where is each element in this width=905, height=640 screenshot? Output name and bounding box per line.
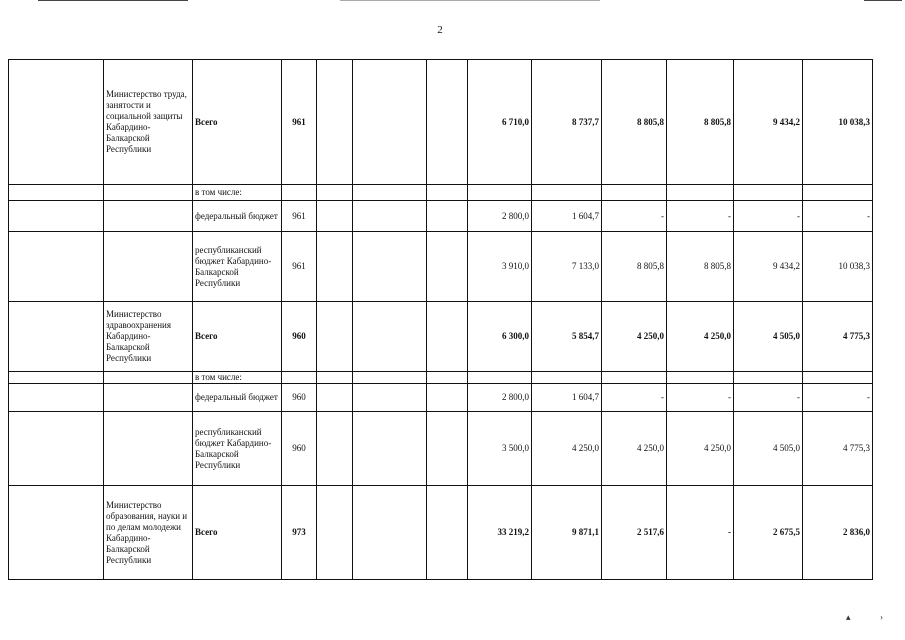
amount-cell-v1: 33 219,2 bbox=[468, 486, 532, 580]
funding-source-cell: Всего bbox=[193, 486, 282, 580]
amount-cell-v5: - bbox=[734, 384, 803, 412]
amount-cell-v1: 6 710,0 bbox=[468, 60, 532, 185]
organization-cell bbox=[104, 412, 193, 486]
funding-source-cell: Всего bbox=[193, 302, 282, 372]
target-article-cell bbox=[353, 60, 427, 185]
table-row bbox=[9, 372, 873, 384]
amount-cell-v1: 3 500,0 bbox=[468, 412, 532, 486]
organization-cell bbox=[104, 201, 193, 232]
amount-cell-v2: 7 133,0 bbox=[532, 232, 602, 302]
amount-cell-v2: 1 604,7 bbox=[532, 201, 602, 232]
scan-mark: ▴ bbox=[846, 612, 851, 622]
organization-cell: Министерство здравоохранения Кабардино-Балкарской Республики bbox=[104, 302, 193, 372]
table-row bbox=[9, 486, 873, 580]
amount-cell-v3: 8 805,8 bbox=[602, 60, 667, 185]
organization-cell: Министерство образования, науки и по делам молодежи Кабардино-Балкарской Республики bbox=[104, 486, 193, 580]
table-row bbox=[9, 412, 873, 486]
amount-cell-v1: 2 800,0 bbox=[468, 201, 532, 232]
margin-cell bbox=[9, 185, 104, 201]
budget-code-cell: 961 bbox=[282, 60, 317, 185]
amount-cell-v4: 8 805,8 bbox=[667, 60, 734, 185]
expense-type-cell bbox=[427, 232, 468, 302]
section-cell bbox=[317, 384, 353, 412]
target-article-cell bbox=[353, 412, 427, 486]
table-row bbox=[9, 384, 873, 412]
target-article-cell bbox=[353, 232, 427, 302]
scan-artifact-line bbox=[38, 0, 188, 1]
amount-cell-v6: 10 038,3 bbox=[803, 232, 873, 302]
amount-cell-v1: 2 800,0 bbox=[468, 384, 532, 412]
margin-cell bbox=[9, 384, 104, 412]
section-cell bbox=[317, 185, 353, 201]
amount-cell-v3 bbox=[602, 185, 667, 201]
table-body bbox=[9, 60, 873, 580]
table-row bbox=[9, 302, 873, 372]
section-cell bbox=[317, 60, 353, 185]
section-cell bbox=[317, 372, 353, 384]
target-article-cell bbox=[353, 372, 427, 384]
amount-cell-v4: 4 250,0 bbox=[667, 302, 734, 372]
amount-cell-v3: 8 805,8 bbox=[602, 232, 667, 302]
scan-artifact-line bbox=[340, 0, 600, 1]
amount-cell-v6: 4 775,3 bbox=[803, 412, 873, 486]
table-row bbox=[9, 232, 873, 302]
funding-source-cell: федеральный бюджет bbox=[193, 201, 282, 232]
expense-type-cell bbox=[427, 60, 468, 185]
organization-cell bbox=[104, 185, 193, 201]
amount-cell-v4: - bbox=[667, 384, 734, 412]
amount-cell-v3: 4 250,0 bbox=[602, 302, 667, 372]
amount-cell-v2: 4 250,0 bbox=[532, 412, 602, 486]
page-number: 2 bbox=[437, 24, 443, 36]
amount-cell-v3: - bbox=[602, 384, 667, 412]
section-cell bbox=[317, 302, 353, 372]
expense-type-cell bbox=[427, 372, 468, 384]
section-cell bbox=[317, 232, 353, 302]
amount-cell-v5: 4 505,0 bbox=[734, 302, 803, 372]
target-article-cell bbox=[353, 384, 427, 412]
margin-cell bbox=[9, 372, 104, 384]
margin-cell bbox=[9, 302, 104, 372]
amount-cell-v3 bbox=[602, 372, 667, 384]
amount-cell-v1: 6 300,0 bbox=[468, 302, 532, 372]
target-article-cell bbox=[353, 302, 427, 372]
amount-cell-v6: 10 038,3 bbox=[803, 60, 873, 185]
amount-cell-v1 bbox=[468, 372, 532, 384]
scan-artifact-line bbox=[864, 0, 902, 1]
budget-code-cell: 960 bbox=[282, 412, 317, 486]
target-article-cell bbox=[353, 486, 427, 580]
amount-cell-v3: - bbox=[602, 201, 667, 232]
amount-cell-v5 bbox=[734, 185, 803, 201]
scan-mark: › bbox=[880, 612, 883, 622]
table-row bbox=[9, 201, 873, 232]
funding-source-cell: в том числе: bbox=[193, 185, 282, 201]
target-article-cell bbox=[353, 201, 427, 232]
amount-cell-v4: - bbox=[667, 201, 734, 232]
section-cell bbox=[317, 486, 353, 580]
amount-cell-v2 bbox=[532, 372, 602, 384]
amount-cell-v3: 4 250,0 bbox=[602, 412, 667, 486]
expense-type-cell bbox=[427, 185, 468, 201]
amount-cell-v5: 9 434,2 bbox=[734, 60, 803, 185]
amount-cell-v4 bbox=[667, 372, 734, 384]
margin-cell bbox=[9, 412, 104, 486]
amount-cell-v4 bbox=[667, 185, 734, 201]
margin-cell bbox=[9, 232, 104, 302]
funding-source-cell: республиканский бюджет Кабардино-Балкарской Республики bbox=[193, 412, 282, 486]
funding-source-cell: федеральный бюджет bbox=[193, 384, 282, 412]
amount-cell-v4: 4 250,0 bbox=[667, 412, 734, 486]
organization-cell: Министерство труда, занятости и социальной защиты Кабардино-Балкарской Республики bbox=[104, 60, 193, 185]
margin-cell bbox=[9, 201, 104, 232]
target-article-cell bbox=[353, 185, 427, 201]
expense-type-cell bbox=[427, 201, 468, 232]
funding-source-cell: республиканский бюджет Кабардино-Балкарской Республики bbox=[193, 232, 282, 302]
expense-type-cell bbox=[427, 384, 468, 412]
amount-cell-v6: - bbox=[803, 384, 873, 412]
margin-cell bbox=[9, 60, 104, 185]
amount-cell-v2 bbox=[532, 185, 602, 201]
amount-cell-v5: 2 675,5 bbox=[734, 486, 803, 580]
expense-type-cell bbox=[427, 486, 468, 580]
amount-cell-v2: 5 854,7 bbox=[532, 302, 602, 372]
amount-cell-v2: 8 737,7 bbox=[532, 60, 602, 185]
amount-cell-v2: 1 604,7 bbox=[532, 384, 602, 412]
amount-cell-v5 bbox=[734, 372, 803, 384]
organization-cell bbox=[104, 372, 193, 384]
amount-cell-v1: 3 910,0 bbox=[468, 232, 532, 302]
funding-source-cell: в том числе: bbox=[193, 372, 282, 384]
budget-table bbox=[8, 59, 873, 580]
amount-cell-v4: 8 805,8 bbox=[667, 232, 734, 302]
budget-code-cell: 960 bbox=[282, 302, 317, 372]
budget-code-cell: 973 bbox=[282, 486, 317, 580]
amount-cell-v5: - bbox=[734, 201, 803, 232]
amount-cell-v5: 4 505,0 bbox=[734, 412, 803, 486]
amount-cell-v3: 2 517,6 bbox=[602, 486, 667, 580]
budget-code-cell bbox=[282, 185, 317, 201]
expense-type-cell bbox=[427, 302, 468, 372]
amount-cell-v2: 9 871,1 bbox=[532, 486, 602, 580]
budget-code-cell: 961 bbox=[282, 201, 317, 232]
amount-cell-v5: 9 434,2 bbox=[734, 232, 803, 302]
amount-cell-v1 bbox=[468, 185, 532, 201]
table-row bbox=[9, 185, 873, 201]
budget-code-cell bbox=[282, 372, 317, 384]
funding-source-cell: Всего bbox=[193, 60, 282, 185]
expense-type-cell bbox=[427, 412, 468, 486]
amount-cell-v6: 4 775,3 bbox=[803, 302, 873, 372]
budget-code-cell: 960 bbox=[282, 384, 317, 412]
organization-cell bbox=[104, 232, 193, 302]
amount-cell-v6 bbox=[803, 185, 873, 201]
amount-cell-v6: - bbox=[803, 201, 873, 232]
organization-cell bbox=[104, 384, 193, 412]
section-cell bbox=[317, 412, 353, 486]
table-row bbox=[9, 60, 873, 185]
budget-code-cell: 961 bbox=[282, 232, 317, 302]
amount-cell-v4: - bbox=[667, 486, 734, 580]
margin-cell bbox=[9, 486, 104, 580]
amount-cell-v6 bbox=[803, 372, 873, 384]
amount-cell-v6: 2 836,0 bbox=[803, 486, 873, 580]
section-cell bbox=[317, 201, 353, 232]
